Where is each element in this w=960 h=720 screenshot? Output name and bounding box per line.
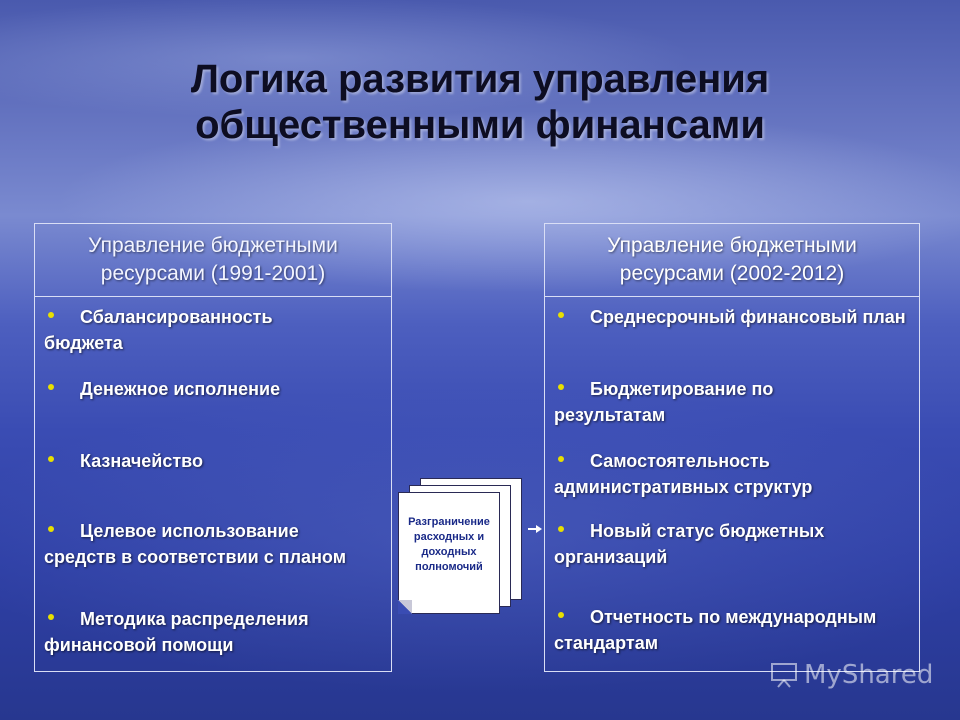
right-column — [544, 223, 920, 672]
bullet-icon — [48, 384, 54, 390]
bullet-icon — [558, 384, 564, 390]
bullet-icon — [48, 312, 54, 318]
watermark: MyShared — [804, 660, 934, 690]
bullet-icon — [48, 526, 54, 532]
left-header-line-2: ресурсами (1991-2001) — [100, 262, 326, 285]
document-text: Разграничение расходных и доходных полномочий — [408, 516, 490, 573]
bullet-icon — [48, 456, 54, 462]
list-item: Казначейство — [44, 448, 385, 474]
left-header-line-1: Управление бюджетными — [88, 234, 338, 257]
list-item: Сбалансированность бюджета — [44, 307, 273, 353]
bullet-icon — [558, 526, 564, 532]
left-column-header — [35, 224, 391, 297]
left-column — [34, 223, 392, 672]
title-line-1: Логика развития управления — [190, 57, 770, 101]
bullet-icon — [48, 614, 54, 620]
bullet-icon — [558, 612, 564, 618]
bullet-icon — [558, 312, 564, 318]
right-header-line-2: ресурсами (2002-2012) — [619, 262, 845, 285]
arrow-right-icon — [528, 524, 542, 534]
list-item: Новый статус бюджетных организаций — [554, 521, 825, 567]
title-line-2: общественными финансами — [195, 103, 765, 147]
document-stack — [398, 478, 526, 618]
presentation-icon — [770, 662, 798, 688]
page-fold-icon — [398, 600, 412, 614]
slide-title — [0, 56, 960, 148]
list-item: Бюджетирование по результатам — [554, 379, 774, 425]
list-item: Самостоятельность административных структур — [554, 451, 813, 497]
document-page — [398, 492, 500, 614]
bullet-icon — [558, 456, 564, 462]
list-item: Денежное исполнение — [44, 376, 385, 402]
right-header-line-1: Управление бюджетными — [607, 234, 857, 257]
list-item: Методика распределения финансовой помощи — [44, 609, 309, 655]
list-item: Целевое использование средств в соответствии с планом — [44, 521, 347, 567]
right-column-header — [545, 224, 919, 297]
list-item: Отчетность по международным стандартам — [554, 607, 877, 653]
list-item: Среднесрочный финансовый план — [554, 304, 913, 330]
